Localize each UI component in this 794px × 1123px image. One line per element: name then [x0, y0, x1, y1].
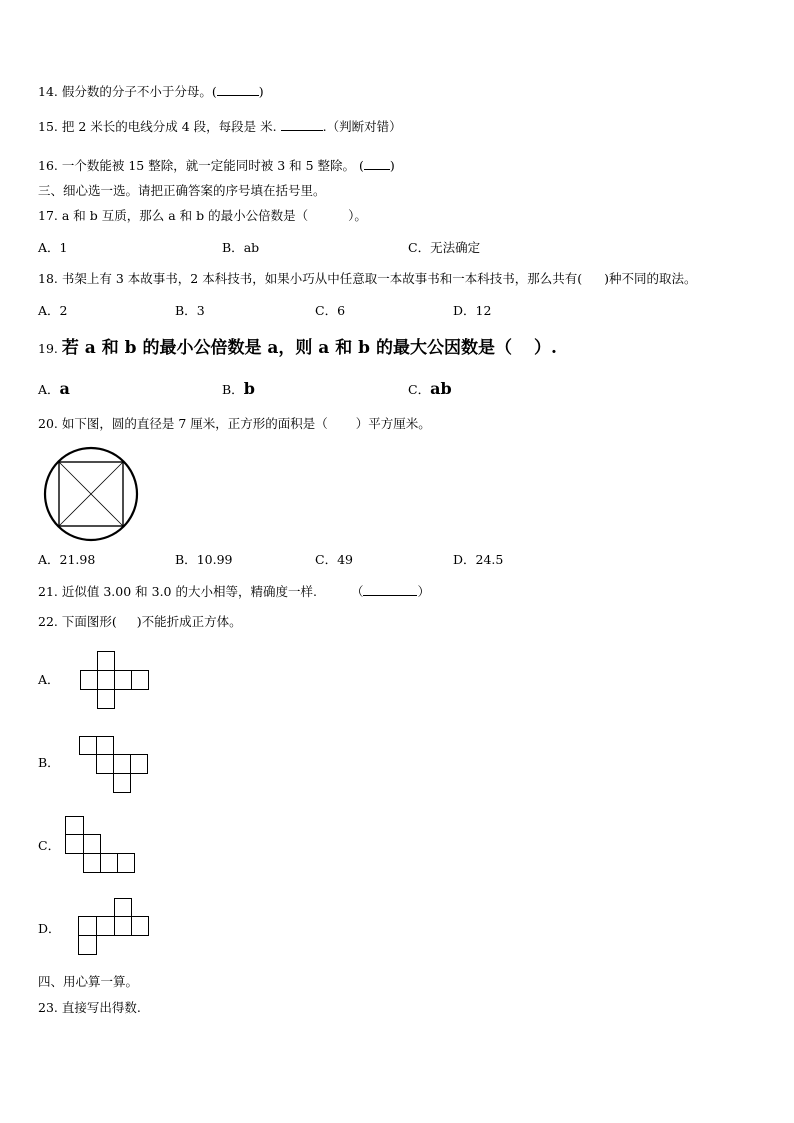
q22-option-d[interactable]: D．	[38, 921, 61, 936]
question-21: 21. 近似值 3.00 和 3.0 的大小相等，精确度一样. （ ）	[38, 584, 430, 599]
q22-option-a[interactable]: A．	[38, 672, 60, 687]
q20-option-d[interactable]: D．24.5	[453, 552, 504, 567]
q20-option-a[interactable]: A．21.98	[38, 552, 96, 567]
q19-option-a[interactable]: A．a	[38, 379, 70, 398]
q18-option-a[interactable]: A．2	[38, 303, 68, 318]
q22-option-c[interactable]: C．	[38, 838, 61, 853]
answer-blank[interactable]	[363, 583, 417, 596]
q18-option-b[interactable]: B．3	[175, 303, 205, 318]
answer-blank[interactable]	[217, 83, 259, 96]
cube-net-d	[78, 898, 150, 956]
question-18: 18. 书架上有 3 本故事书，2 本科技书，如果小巧从中任意取一本故事书和一本科技书，那么共有( )种不同的取法。	[38, 271, 697, 286]
circle-square-figure	[43, 446, 139, 542]
q17-option-c[interactable]: C．无法确定	[408, 240, 481, 255]
question-16: 16. 一个数能被 15 整除，就一定能同时被 3 和 5 整除。 ( )	[38, 158, 395, 173]
q18-option-d[interactable]: D．12	[453, 303, 492, 318]
question-17: 17. a 和 b 互质，那么 a 和 b 的最小公倍数是（ ）。	[38, 208, 367, 223]
q17-option-b[interactable]: B．ab	[222, 240, 260, 255]
q20-option-b[interactable]: B．10.99	[175, 552, 233, 567]
q17-option-a[interactable]: A．1	[38, 240, 68, 255]
q19-option-b[interactable]: B．b	[222, 379, 255, 398]
question-19: 19. 若 a 和 b 的最小公倍数是 a，则 a 和 b 的最大公因数是（ ）.	[38, 338, 557, 358]
section-4-title: 四、用心算一算。	[38, 974, 139, 989]
question-20: 20. 如下图，圆的直径是 7 厘米，正方形的面积是（ ）平方厘米。	[38, 416, 431, 431]
cube-net-c	[65, 816, 137, 874]
q20-option-c[interactable]: C．49	[315, 552, 353, 567]
q19-option-c[interactable]: C．ab	[408, 379, 452, 398]
section-3-title: 三、细心选一选。请把正确答案的序号填在括号里。	[38, 183, 326, 198]
question-22: 22. 下面图形( )不能折成正方体。	[38, 614, 242, 629]
cube-net-a	[80, 651, 152, 709]
question-14: 14. 假分数的分子不小于分母。( )	[38, 84, 264, 99]
answer-blank[interactable]	[281, 118, 323, 131]
answer-blank[interactable]	[364, 157, 390, 170]
q18-option-c[interactable]: C．6	[315, 303, 346, 318]
question-23: 23. 直接写出得数.	[38, 1000, 141, 1015]
cube-net-b	[79, 736, 151, 794]
q22-option-b[interactable]: B．	[38, 755, 60, 770]
question-15: 15. 把 2 米长的电线分成 4 段，每段是 米. .（判断对错）	[38, 119, 402, 134]
